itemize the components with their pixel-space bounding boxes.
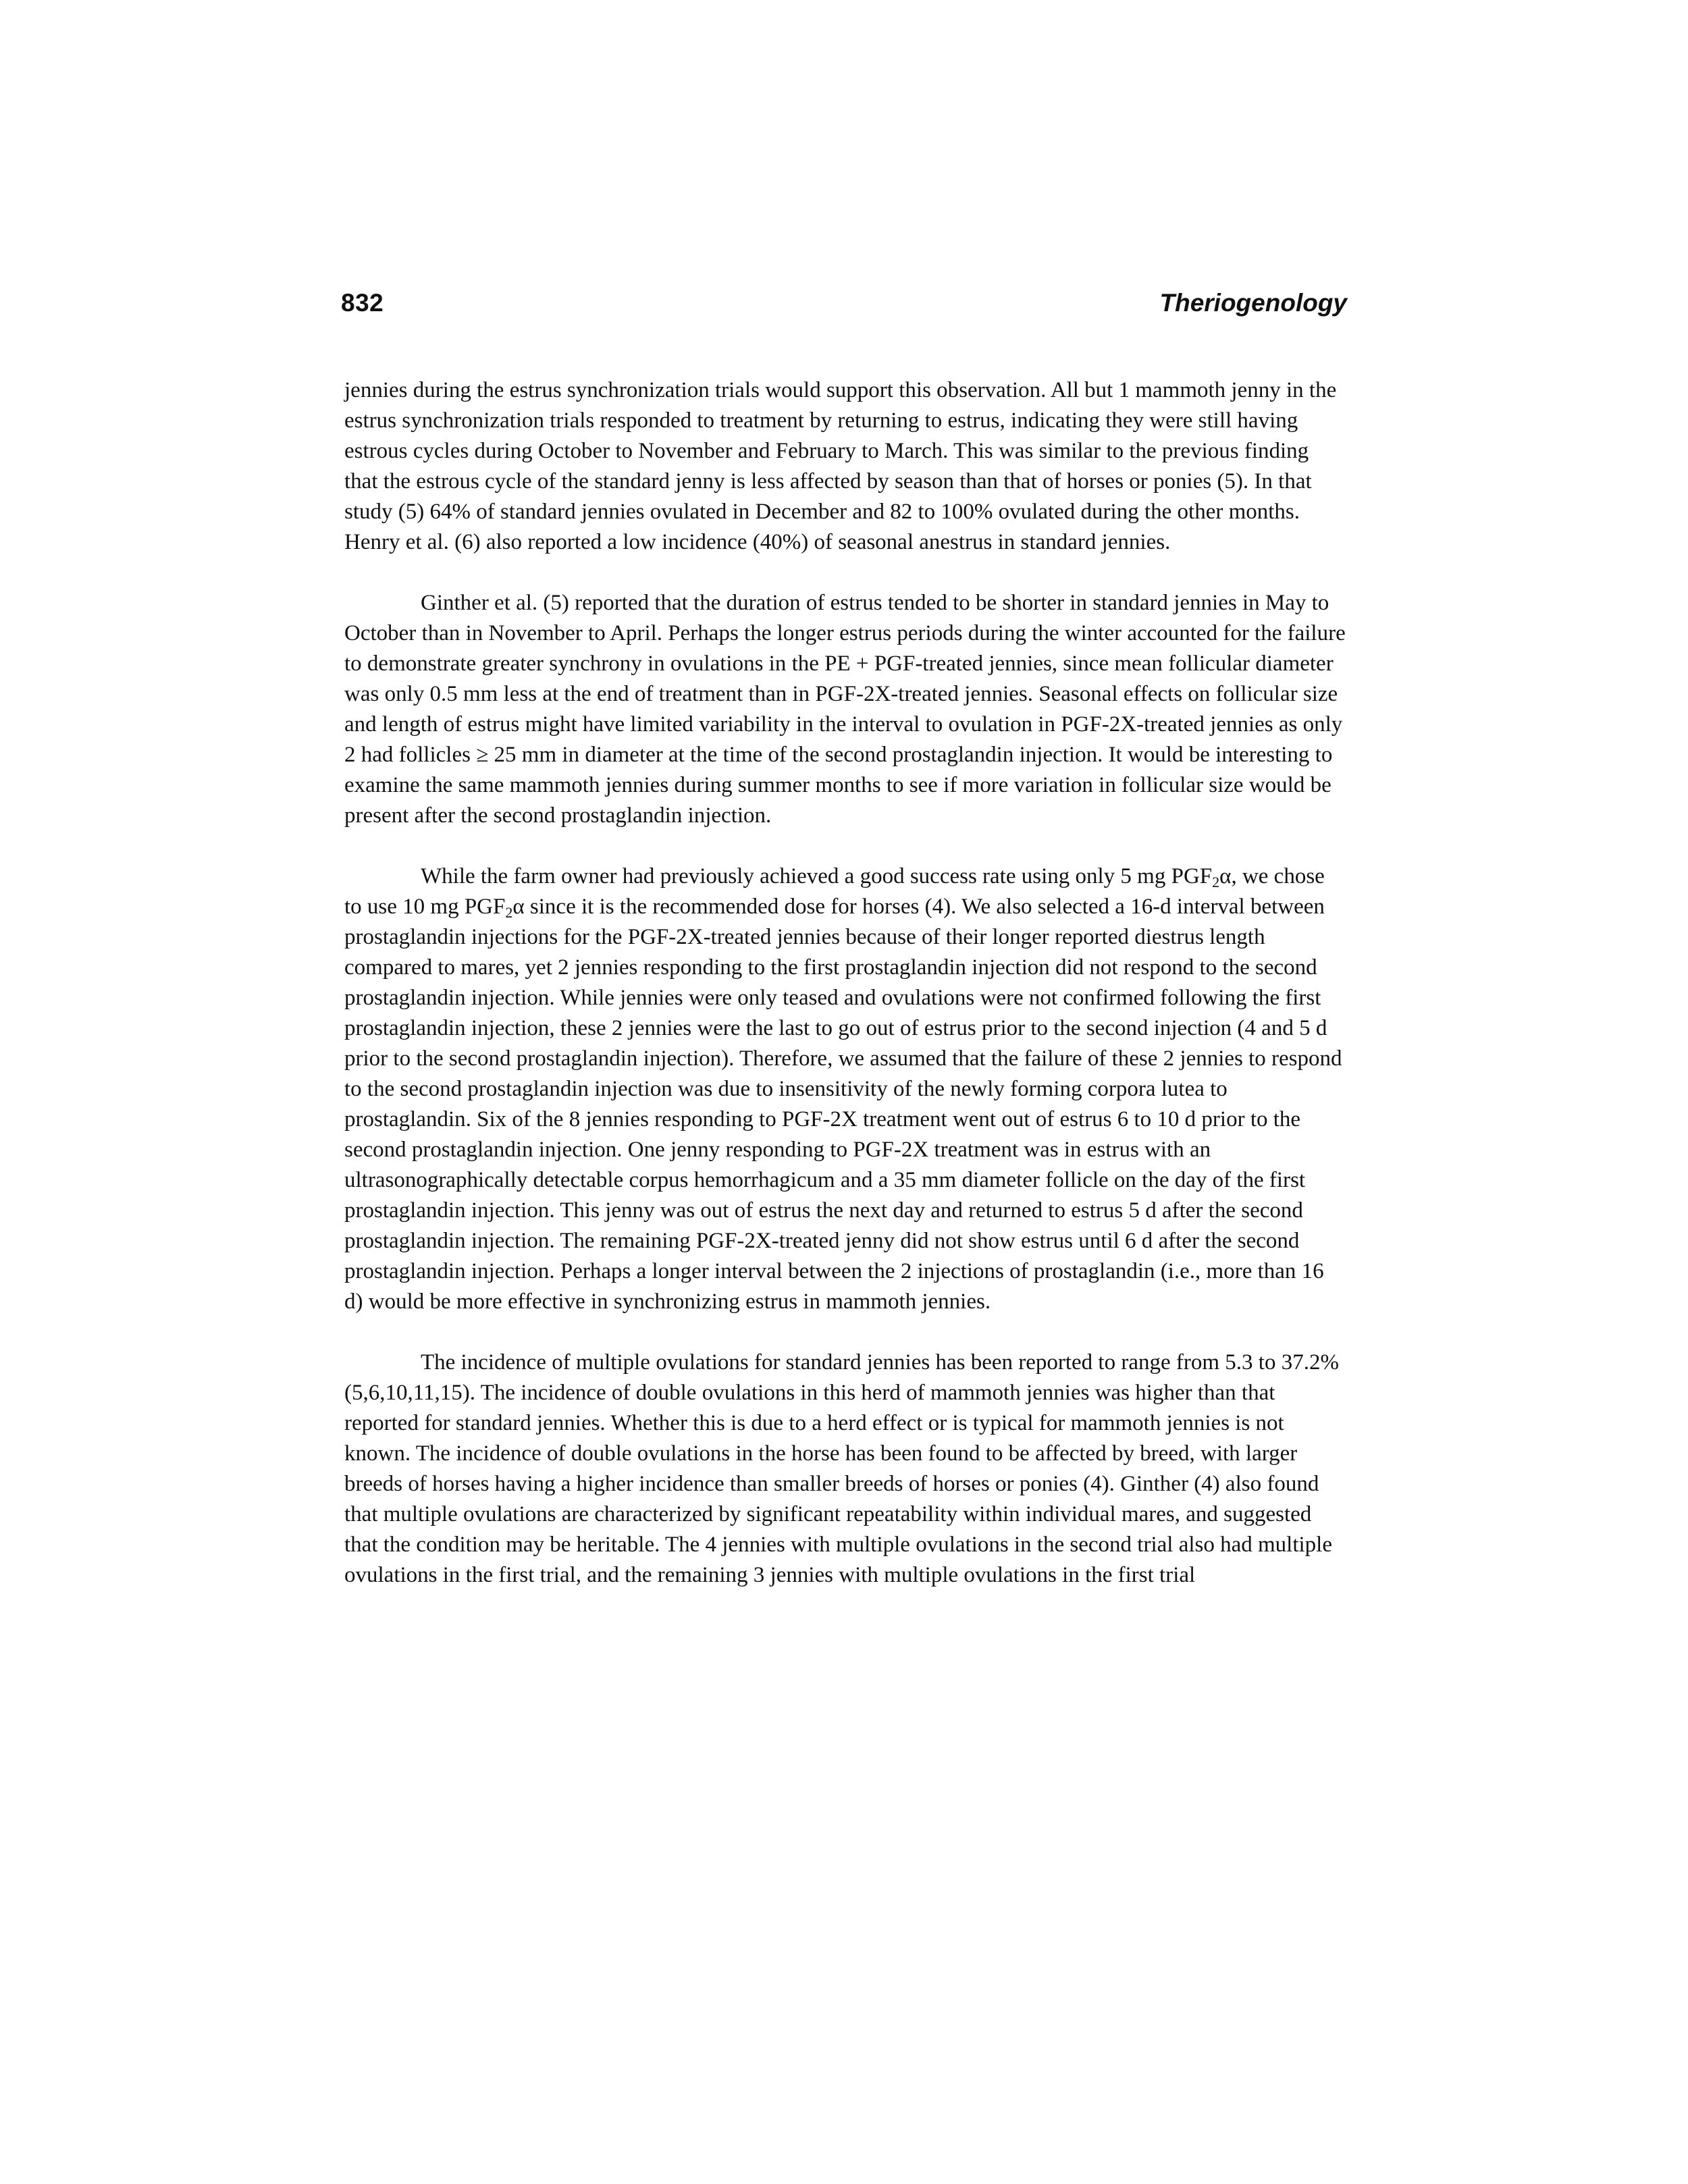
paragraph-3-text-a: While the farm owner had previously achieved a good success rate using only 5 mg [421, 864, 1171, 888]
paragraph-4: The incidence of multiple ovulations for standard jennies has been reported to range from 5.3 to 37.2% (5,6,10,11,15). The incidence of double ovulations in this herd of mammoth jennies was higher than that reported for standard jennies. Whether this is due to a herd effect or is typical for mammoth jennies is not known. The incidence of double ovulations in the horse has been found to be affected by breed, with larger breeds of horses having a higher incidence than smaller breeds of horses or ponies (4). Ginther (4) also found that multiple ovulations are characterized by significant repeatability within individual mares, and suggested that the condition may be heritable. The 4 jennies with multiple ovulations in the second trial also had multiple ovulations in the first trial, and the remaining 3 jennies with multiple ovulations in the first trial [344, 1350, 1339, 1587]
paragraph-2: Ginther et al. (5) reported that the duration of estrus tended to be shorter in standard jennies in May to October than in November to April. Perhaps the longer estrus periods during the winter accounted for the failure to demonstrate greater synchrony in ovulations in the PE + PGF-treated jennies, since mean follicular diameter was only 0.5 mm less at the end of treatment than in PGF-2X-treated jennies. Seasonal effects on follicular size and length of estrus might have limited variability in the interval to ovulation in PGF-2X-treated jennies as only 2 had follicles ≥ 25 mm in diameter at the time of the second prostaglandin injection. It would be interesting to examine the same mammoth jennies during summer months to see if more variation in follicular size would be present after the second prostaglandin injection. [344, 591, 1346, 828]
paragraph-3-text-c: since it is the recommended dose for horses (4). We also selected a 16-d interval between prostaglandin injections for the PGF-2X-treated jennies because of their longer reported diestrus length compared to mares, yet 2 jennies responding to the first prostaglandin injection did not respond to the second prostaglandin injection. While jennies were only teased and ovulations were not confirmed following the first prostaglandin injection, these 2 jennies were the last to go out of estrus prior to the second injection (4 and 5 d prior to the second prostaglandin injection). Therefore, we assumed that the failure of these 2 jennies to respond to the second prostaglandin injection was due to insensitivity of the newly forming corpora lutea to prostaglandin. Six of the 8 jennies responding to PGF-2X treatment went out of estrus 6 to 10 d prior to the second prostaglandin injection. One jenny responding to PGF-2X treatment was in estrus with an ultrasonographically detectable corpus hemorrhagicum and a 35 mm diameter follicle on the day of the first prostaglandin injection. This jenny was out of estrus the next day and returned to estrus 5 d after the second prostaglandin injection. The remaining PGF-2X-treated jenny did not show estrus until 6 d after the second prostaglandin injection. Perhaps a longer interval between the 2 injections of prostaglandin (i.e., more than 16 d) would be more effective in synchronizing estrus in mammoth jennies. [344, 895, 1342, 1314]
page-number: 832 [341, 289, 384, 317]
body-text [344, 375, 1347, 1591]
pgf2-alpha-term-1: $PGF_2\alpha$ [1171, 864, 1232, 890]
paragraph-3 [344, 861, 1347, 1317]
paragraph-3-text-b: , we chose to use 10 mg [344, 864, 1325, 919]
pgf2-alpha-term-2: $PGF_2\alpha$ [464, 895, 525, 921]
running-head [341, 289, 1347, 329]
paragraph-1: jennies during the estrus synchronization trials would support this observation. All but 1 mammoth jenny in the estrus synchronization trials responded to treatment by returning to estrus, indicating they were still having estrous cycles during October to November and February to March. This was similar to the previous finding that the estrous cycle of the standard jenny is less affected by season than that of horses or ponies (5). In that study (5) 64% of standard jennies ovulated in December and 82 to 100% ovulated during the other months. Henry et al. (6) also reported a low incidence (40%) of seasonal anestrus in standard jennies. [344, 378, 1337, 554]
journal-title: Theriogenology [1159, 289, 1347, 317]
